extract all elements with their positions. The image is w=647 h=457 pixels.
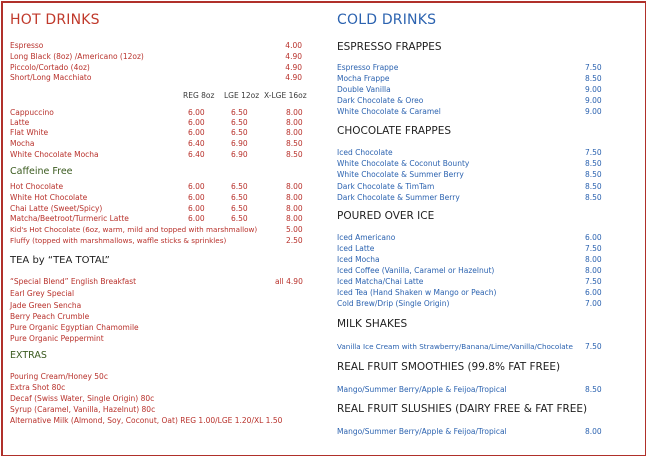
price-lge: 6.50: [231, 204, 248, 213]
price-xlge: 8.00: [286, 204, 303, 213]
menu-item-price: 8.50: [585, 182, 602, 191]
menu-item-price: 8.50: [585, 170, 602, 179]
menu-item-price: 8.00: [585, 427, 602, 436]
menu-item-name: Short/Long Macchiato: [10, 73, 92, 82]
menu-item-name: Iced Coffee (Vanilla, Caramel or Hazelnut): [337, 266, 495, 275]
tea-item: Jade Green Sencha: [10, 301, 82, 310]
menu-item-price: 8.50: [585, 385, 602, 394]
menu-item-name: Mango/Summer Berry/Apple & Feijoa/Tropical: [337, 385, 507, 394]
price-reg: 6.00: [188, 118, 205, 127]
menu-item-name: Iced Americano: [337, 233, 396, 242]
menu-item-price: 5.00: [286, 225, 303, 234]
smoothies-heading: REAL FRUIT SMOOTHIES (99.8% FAT FREE): [337, 361, 561, 373]
menu-item-price: 9.00: [585, 96, 602, 105]
menu-item-price: 8.50: [585, 193, 602, 202]
poured-over-ice-heading: POURED OVER ICE: [337, 210, 435, 222]
menu-item-name: Iced Mocha: [337, 255, 380, 264]
extra-item: Extra Shot 80c: [10, 383, 66, 392]
price-xlge: 8.00: [286, 193, 303, 202]
cold-drinks-title: COLD DRINKS: [337, 12, 437, 28]
tea-item: Earl Grey Special: [10, 289, 75, 298]
price-reg: 6.00: [188, 193, 205, 202]
menu-item-name: Fluffy (topped with marshmallows, waffle sticks & sprinkles): [10, 236, 227, 245]
chocolate-frappes-heading: CHOCOLATE FRAPPES: [337, 125, 451, 137]
menu-item-name: White Chocolate & Coconut Bounty: [337, 159, 470, 168]
size-header-lge: LGE 12oz: [224, 91, 260, 100]
extra-item: Syrup (Caramel, Vanilla, Hazelnut) 80c: [10, 405, 156, 414]
menu-item-name: Cold Brew/Drip (Single Origin): [337, 299, 450, 308]
menu-item-price: 7.50: [585, 63, 602, 72]
menu-item-price: 8.50: [585, 159, 602, 168]
menu-item-name: Flat White: [10, 128, 49, 137]
price-xlge: 8.00: [286, 108, 303, 117]
menu-item-price: 4.90: [285, 52, 302, 61]
price-reg: 6.00: [188, 128, 205, 137]
menu-item-price: 4.90: [285, 73, 302, 82]
menu-item-name: Iced Latte: [337, 244, 375, 253]
extra-item: Decaf (Swiss Water, Single Origin) 80c: [10, 394, 155, 403]
menu-item-name: Dark Chocolate & Summer Berry: [337, 193, 460, 202]
price-reg: 6.40: [188, 139, 205, 148]
menu-item-name: Iced Tea (Hand Shaken w Mango or Peach): [337, 288, 497, 297]
price-lge: 6.90: [231, 150, 248, 159]
tea-item: Pure Organic Egyptian Chamomile: [10, 323, 139, 332]
size-header-reg: REG 8oz: [183, 91, 215, 100]
price-xlge: 8.00: [286, 118, 303, 127]
menu-item-price: 8.00: [585, 266, 602, 275]
menu-item-name: Kid's Hot Chocolate (6oz, warm, mild and topped with marshmallow): [10, 225, 258, 234]
menu-item-name: Iced Chocolate: [337, 148, 393, 157]
size-header-xlge: X-LGE 16oz: [264, 91, 307, 100]
price-xlge: 8.50: [286, 139, 303, 148]
menu-item-price: 4.90: [285, 63, 302, 72]
hot-drinks-title: HOT DRINKS: [10, 12, 100, 28]
menu-item-name: Dark Chocolate & Oreo: [337, 96, 424, 105]
menu-item-price: 9.00: [585, 107, 602, 116]
menu-item-price: 8.00: [585, 255, 602, 264]
menu-item-name: Espresso: [10, 41, 44, 50]
menu-item-name: White Chocolate Mocha: [10, 150, 99, 159]
tea-item: Pure Organic Peppermint: [10, 334, 104, 343]
menu-item-price: 7.50: [585, 342, 602, 351]
price-xlge: 8.50: [286, 150, 303, 159]
menu-item-price: 7.50: [585, 148, 602, 157]
price-reg: 6.00: [188, 214, 205, 223]
menu-item-price: 8.50: [585, 74, 602, 83]
price-xlge: 8.00: [286, 128, 303, 137]
hot-drinks-column: [0, 0, 320, 457]
menu-item-name: Long Black (8oz) /Americano (12oz): [10, 52, 144, 61]
menu-item-name: Chai Latte (Sweet/Spicy): [10, 204, 103, 213]
menu-item-price: 7.50: [585, 244, 602, 253]
menu-item-price: 6.00: [585, 233, 602, 242]
tea-item: “Special Blend” English Breakfast: [10, 277, 137, 286]
menu-item-name: Iced Matcha/Chai Latte: [337, 277, 424, 286]
extra-item: Pouring Cream/Honey 50c: [10, 372, 108, 381]
menu-item-name: Cappuccino: [10, 108, 54, 117]
milk-shakes-heading: MILK SHAKES: [337, 318, 408, 330]
price-lge: 6.50: [231, 118, 248, 127]
price-lge: 6.50: [231, 182, 248, 191]
menu-item-name: Dark Chocolate & TimTam: [337, 182, 435, 191]
price-lge: 6.90: [231, 139, 248, 148]
menu-item-name: Latte: [10, 118, 30, 127]
menu-item-price: 2.50: [286, 236, 303, 245]
menu-item-name: Espresso Frappe: [337, 63, 399, 72]
menu-item-price: 7.50: [585, 277, 602, 286]
menu-item-name: White Chocolate & Caramel: [337, 107, 441, 116]
price-xlge: 8.00: [286, 182, 303, 191]
price-lge: 6.50: [231, 214, 248, 223]
tea-item: Berry Peach Crumble: [10, 312, 90, 321]
slushies-heading: REAL FRUIT SLUSHIES (DAIRY FREE & FAT FREE): [337, 403, 588, 415]
cold-drinks-column: [320, 0, 647, 457]
menu-item-name: Mocha: [10, 139, 35, 148]
menu-item-name: Mango/Summer Berry/Apple & Feijoa/Tropical: [337, 427, 507, 436]
menu-item-price: 7.00: [585, 299, 602, 308]
espresso-frappes-heading: ESPRESSO FRAPPES: [337, 41, 442, 53]
menu-item-name: Matcha/Beetroot/Turmeric Latte: [10, 214, 129, 223]
price-xlge: 8.00: [286, 214, 303, 223]
tea-price: all 4.90: [275, 277, 303, 286]
menu-item-name: Piccolo/Cortado (4oz): [10, 63, 90, 72]
price-lge: 6.50: [231, 193, 248, 202]
menu-item-name: White Chocolate & Summer Berry: [337, 170, 464, 179]
menu-item-price: 9.00: [585, 85, 602, 94]
tea-heading: TEA by “TEA TOTAL”: [10, 255, 110, 266]
menu-item-name: White Hot Chocolate: [10, 193, 88, 202]
caffeine-free-heading: Caffeine Free: [10, 166, 73, 177]
menu-item-name: Mocha Frappe: [337, 74, 390, 83]
price-reg: 6.00: [188, 108, 205, 117]
menu-item-name: Double Vanilla: [337, 85, 391, 94]
extras-heading: EXTRAS: [10, 350, 47, 361]
menu-item-name: Hot Chocolate: [10, 182, 64, 191]
price-reg: 6.00: [188, 204, 205, 213]
menu-item-price: 6.00: [585, 288, 602, 297]
menu-item-price: 4.00: [285, 41, 302, 50]
price-lge: 6.50: [231, 128, 248, 137]
price-lge: 6.50: [231, 108, 248, 117]
price-reg: 6.00: [188, 182, 205, 191]
menu-item-name: Vanilla Ice Cream with Strawberry/Banana/Lime/Vanilla/Chocolate: [337, 342, 573, 351]
extra-item: Alternative Milk (Almond, Soy, Coconut, Oat) REG 1.00/LGE 1.20/XL 1.50: [10, 416, 283, 425]
price-reg: 6.40: [188, 150, 205, 159]
